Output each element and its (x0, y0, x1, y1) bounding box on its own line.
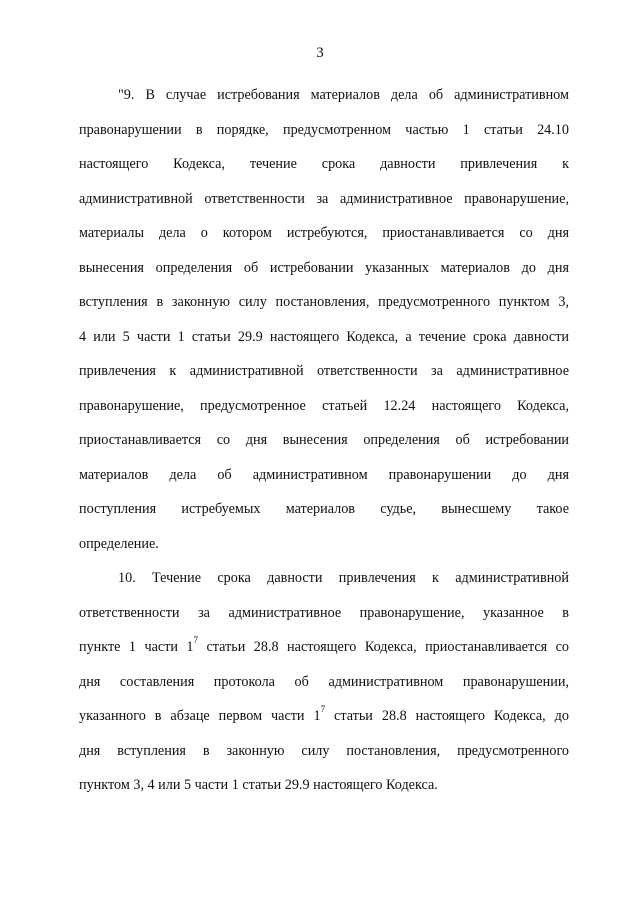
text-line: вступления в законную силу постановления, предусмотренного пунктом 3, (79, 294, 569, 310)
text-line: пунктом 3, 4 или 5 части 1 статьи 29.9 настоящего Кодекса. (79, 777, 438, 793)
text-line: материалов дела об административном правонарушении до дня (79, 466, 569, 483)
text-line: определение. (79, 535, 159, 552)
text-segment: пункте 1 части 1 (79, 639, 194, 655)
text-line: вынесения определения об истребовании указанных материалов до дня (79, 259, 569, 276)
text-line (79, 699, 569, 734)
superscript: 7 (320, 704, 326, 715)
superscript: 7 (193, 635, 199, 646)
text-line: ответственности за административное правонарушение, указанное в (79, 604, 569, 621)
text-segment: статьи 28.8 настоящего Кодекса, приостанавливается со (198, 639, 569, 655)
text-line: правонарушении в порядке, предусмотренном частью 1 статьи 24.10 (79, 121, 569, 138)
paragraph-9 (79, 78, 569, 561)
text-line: 4 или 5 части 1 статьи 29.9 настоящего Кодекса, а течение срока давности (79, 328, 569, 345)
text-line: привлечения к административной ответственности за административное (79, 363, 569, 379)
text-line: приостанавливается со дня вынесения определения об истребовании (79, 432, 569, 448)
text-segment: статьи 28.8 настоящего Кодекса, до (325, 708, 569, 724)
text-line: административной ответственности за административное правонарушение, (79, 190, 569, 207)
text-line: "9. В случае истребования материалов дела об административном (118, 87, 569, 103)
text-line: дня вступления в законную силу постановления, предусмотренного (79, 742, 569, 759)
text-segment: указанного в абзаце первом части 1 (79, 708, 321, 724)
text-line: материалы дела о котором истребуются, приостанавливается со дня (79, 225, 569, 241)
page-number: 3 (316, 45, 324, 61)
text-line: настоящего Кодекса, течение срока давности привлечения к (79, 156, 569, 172)
document-body (79, 78, 569, 803)
paragraph-10 (79, 561, 569, 803)
text-line (79, 630, 569, 665)
text-line: правонарушение, предусмотренное статьей 12.24 настоящего Кодекса, (79, 397, 569, 414)
text-line: 10. Течение срока давности привлечения к административной (118, 570, 569, 586)
text-line: дня составления протокола об административном правонарушении, (79, 673, 569, 690)
text-line: поступления истребуемых материалов судье, вынесшему такое (79, 501, 569, 517)
